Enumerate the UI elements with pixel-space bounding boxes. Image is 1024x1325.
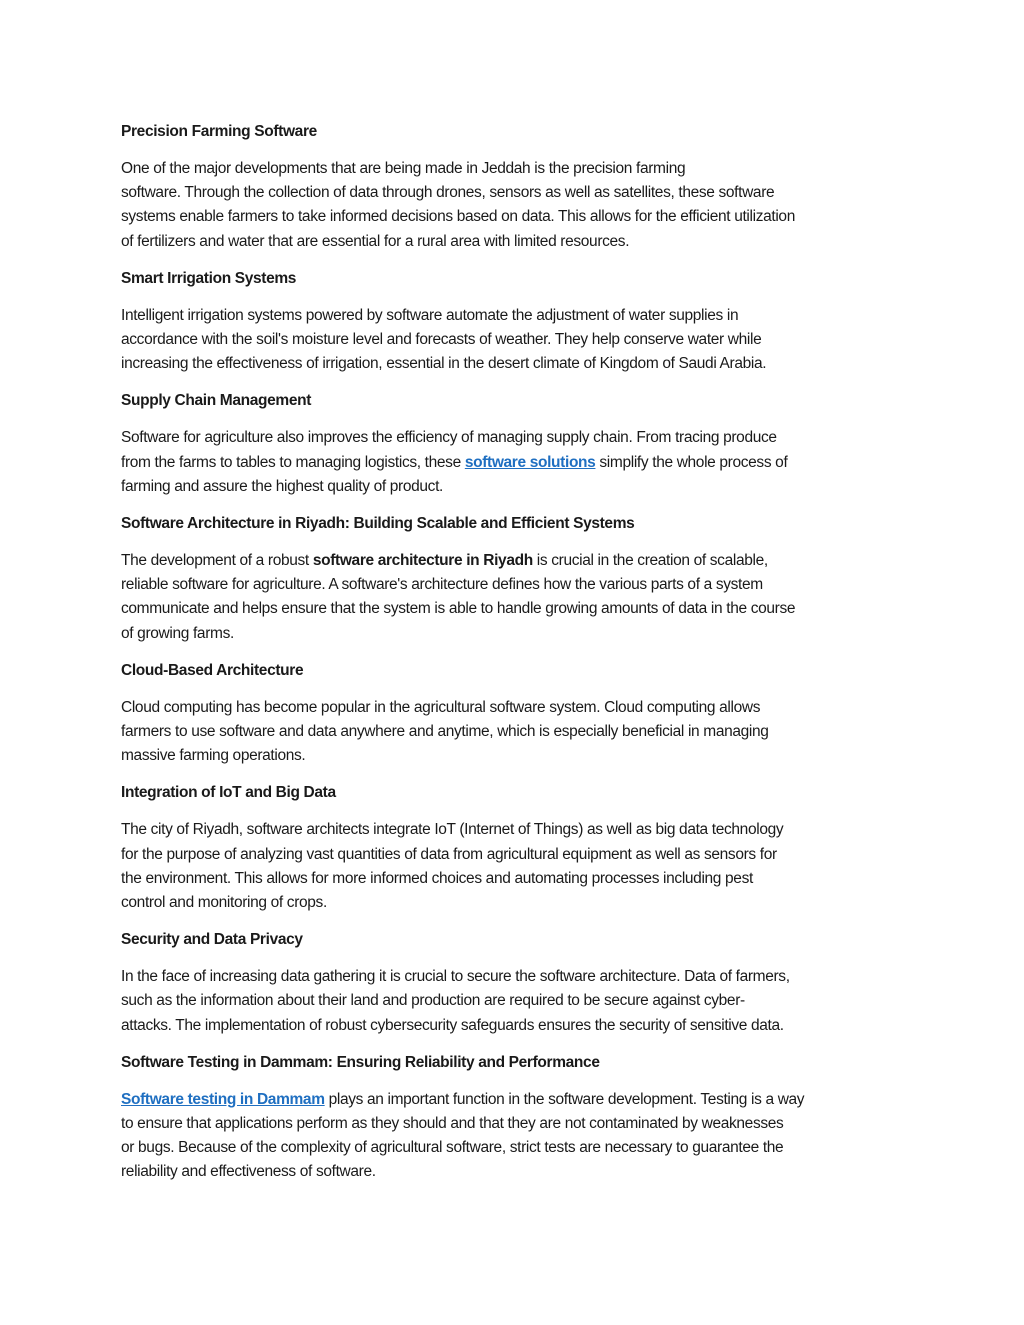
paragraph-iot-big-data — [121, 818, 911, 915]
text-line: One of the major developments that are being made in Jeddah is the precision farming — [121, 160, 686, 177]
section-heading-software-testing: Software Testing in Dammam: Ensuring Reliability and Performance — [121, 1053, 600, 1071]
text-line: control and monitoring of crops. — [121, 894, 327, 912]
text-line: of growing farms. — [121, 624, 234, 642]
text-line: accordance with the soil's moisture level and forecasts of weather. They help conserve water while — [121, 331, 762, 349]
text-segment: simplify the whole process of — [595, 453, 788, 471]
text-segment: is crucial in the creation of scalable, — [532, 552, 768, 570]
paragraph-smart-irrigation — [121, 304, 911, 377]
paragraph-cloud-based — [121, 696, 911, 769]
text-line: reliable software for agriculture. A software's architecture defines how the various parts of a system — [121, 576, 763, 594]
text-line: The city of Riyadh, software architects integrate IoT (Internet of Things) as well as big data technology — [121, 821, 784, 839]
section-heading-software-architecture: Software Architecture in Riyadh: Building Scalable and Efficient Systems — [121, 515, 635, 533]
text-line: Cloud computing has become popular in the agricultural software system. Cloud computing allows — [121, 698, 761, 716]
text-line: systems enable farmers to take informed decisions based on data. This allows for the efficient utilization — [121, 208, 795, 226]
text-line: to ensure that applications perform as they should and that they are not contaminated by weaknesses — [121, 1115, 784, 1133]
paragraph-supply-chain — [121, 426, 911, 499]
text-segment: plays an important function in the software development. Testing is a way — [324, 1090, 805, 1108]
software-solutions-link[interactable]: software solutions — [464, 453, 596, 471]
text-line: Software for agriculture also improves the efficiency of managing supply chain. From tracing produce — [121, 429, 777, 447]
section-heading-iot-big-data: Integration of IoT and Big Data — [121, 784, 336, 802]
paragraph-security — [121, 965, 911, 1038]
text-line: of fertilizers and water that are essential for a rural area with limited resources. — [121, 232, 630, 250]
text-line: In the face of increasing data gathering it is crucial to secure the software architecture. Data of farmers, — [121, 968, 790, 986]
section-heading-supply-chain: Supply Chain Management — [121, 392, 312, 410]
section-heading-security: Security and Data Privacy — [121, 931, 303, 949]
text-line: the environment. This allows for more informed choices and automating processes including pest — [121, 869, 753, 887]
text-line: or bugs. Because of the complexity of agricultural software, strict tests are necessary to guarantee the — [121, 1139, 784, 1157]
bold-keyword: software architecture in Riyadh — [312, 552, 533, 570]
text-line: software. Through the collection of data through drones, sensors as well as satellites, these software — [121, 184, 775, 202]
section-heading-precision-farming: Precision Farming Software — [121, 123, 317, 140]
text-line: communicate and helps ensure that the system is able to handle growing amounts of data in the course — [121, 600, 796, 618]
text-line: Intelligent irrigation systems powered by software automate the adjustment of water supplies in — [121, 306, 739, 324]
text-line: massive farming operations. — [121, 747, 306, 765]
paragraph-software-testing — [121, 1088, 911, 1185]
section-heading-cloud-based: Cloud-Based Architecture — [121, 661, 304, 679]
text-line: reliability and effectiveness of software. — [121, 1163, 376, 1181]
software-testing-dammam-link[interactable]: Software testing in Dammam — [121, 1090, 325, 1108]
paragraph-precision-farming — [121, 157, 911, 254]
text-line: farming and assure the highest quality of product. — [121, 477, 443, 495]
paragraph-software-architecture — [121, 549, 911, 646]
text-line: farmers to use software and data anywhere and anytime, which is especially beneficial in managing — [121, 723, 769, 741]
text-line: attacks. The implementation of robust cybersecurity safeguards ensures the security of sensitive data. — [121, 1016, 784, 1034]
text-line: increasing the effectiveness of irrigation, essential in the desert climate of Kingdom of Saudi Arabia. — [121, 355, 767, 373]
document-page — [121, 120, 911, 1198]
section-heading-smart-irrigation: Smart Irrigation Systems — [121, 269, 297, 287]
text-segment: The development of a robust — [121, 552, 313, 570]
text-segment: from the farms to tables to managing logistics, these — [121, 453, 465, 471]
text-line: for the purpose of analyzing vast quantities of data from agricultural equipment as well as sensors for — [121, 845, 777, 863]
text-line: such as the information about their land and production are required to be secure against cyber- — [121, 992, 745, 1010]
